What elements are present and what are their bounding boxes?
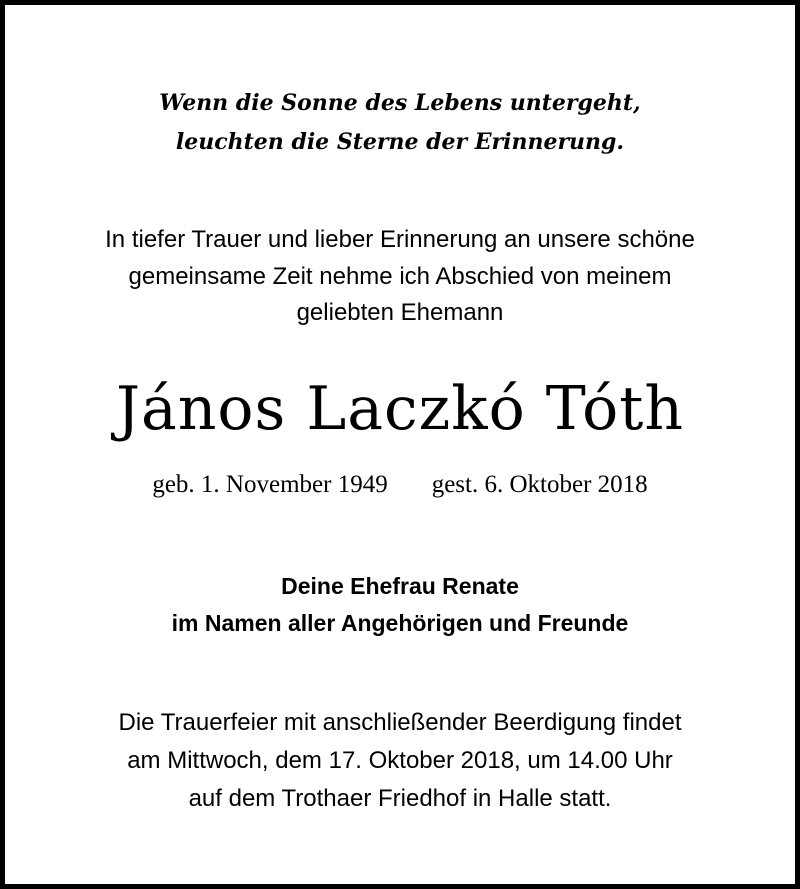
signature-line-1: Deine Ehefrau Renate	[281, 573, 519, 599]
death-date: gest. 6. Oktober 2018	[431, 471, 648, 498]
signature-line-2: im Namen aller Angehörigen und Freunde	[171, 610, 629, 636]
birth-date: geb. 1. November 1949	[152, 471, 388, 498]
intro-line-2: gemeinsame Zeit nehme ich Abschied von meinem	[128, 263, 672, 290]
life-dates	[5, 467, 795, 503]
motto-line-2: leuchten die Sterne der Erinnerung.	[175, 129, 625, 155]
funeral-line-1: Die Trauerfeier mit anschließender Beerdigung findet	[118, 709, 682, 736]
funeral-line-3: auf dem Trothaer Friedhof in Halle statt.	[188, 785, 612, 812]
intro-line-1: In tiefer Trauer und lieber Erinnerung an unsere schöne	[105, 226, 695, 253]
motto-line-1: Wenn die Sonne des Lebens untergeht,	[159, 90, 641, 116]
funeral-line-2: am Mittwoch, dem 17. Oktober 2018, um 14.00 Uhr	[127, 747, 673, 774]
intro-line-3: geliebten Ehemann	[296, 299, 504, 326]
deceased-name: János Laczkó Tóth	[115, 374, 685, 444]
